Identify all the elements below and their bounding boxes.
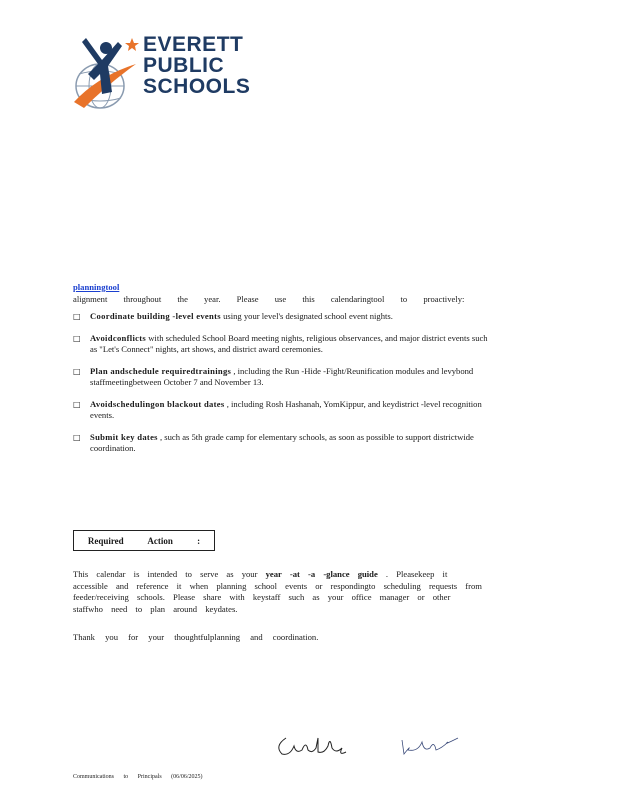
list-item — [73, 333, 493, 356]
signature-2 — [402, 738, 458, 754]
bullet-text: , such as 5th grade camp for elementary schools, as soon as possible to support districtwide coordination. — [90, 431, 474, 453]
logo-line-3: SCHOOLS — [143, 75, 251, 98]
guide-text-end: . Pleasekeep it accessible and reference it when planning school events or respondingto scheduling requests from feeder/receiving schools. Please share with keystaff such as your office manager or other staffwho need to plan around keydates. — [73, 569, 482, 614]
list-item — [73, 432, 493, 455]
bullet-title: Avoidconflicts — [90, 332, 147, 343]
thank-you-paragraph: Thank you for your thoughtfulplanning and coordination. — [73, 632, 319, 642]
signatures — [272, 728, 462, 762]
logo-line-2: PUBLIC — [143, 54, 225, 77]
signature-1 — [279, 738, 346, 754]
bullet-text: with scheduled School Board meeting nights, religious observances, and major district events such as "Let's Connect" nights, art shows, and district award ceremonies. — [90, 332, 488, 354]
bullet-icon: □ — [73, 432, 81, 442]
list-item — [73, 366, 493, 389]
bullet-text: using your level's designated school event nights. — [220, 311, 393, 321]
bullet-icon: □ — [73, 399, 81, 409]
bullet-title: Plan andschedule requiredtrainings — [90, 365, 232, 376]
footer-note: Communications to Principals (06/06/2025) — [73, 774, 203, 780]
bullet-icon: □ — [73, 312, 81, 321]
globe-figure-icon — [70, 34, 140, 114]
logo-wordmark — [143, 34, 250, 97]
bullet-text: , including the Run -Hide -Fight/Reunification modules and levybond staffmeetingbetween October 7 and November 13. — [90, 365, 474, 387]
logo-line-1: EVERETT — [143, 33, 244, 56]
list-item — [73, 399, 493, 422]
bullet-icon: □ — [73, 366, 81, 376]
bullet-title: Submit key dates — [90, 431, 158, 442]
bullet-text: , including Rosh Hashanah, YomKippur, and keydistrict -level recognition events. — [90, 398, 482, 420]
main-content — [73, 282, 493, 465]
guide-text-start: This calendar is intended to serve as your — [73, 569, 266, 579]
district-logo — [70, 34, 260, 114]
required-action-box: Required Action : — [73, 530, 215, 551]
guide-paragraph — [73, 569, 483, 615]
bullet-icon: □ — [73, 333, 81, 343]
guide-emphasis: year -at -a -glance guide — [265, 569, 378, 579]
intro-text: alignment throughout the year. Please use this calendaringtool to proactively: — [73, 293, 465, 304]
planning-tool-link[interactable]: planningtool — [73, 282, 120, 292]
bullet-title: Avoidschedulingon blackout dates — [90, 398, 225, 409]
list-item — [73, 311, 493, 323]
bullet-title: Coordinate building -level events — [90, 311, 221, 321]
action-list — [73, 311, 493, 455]
